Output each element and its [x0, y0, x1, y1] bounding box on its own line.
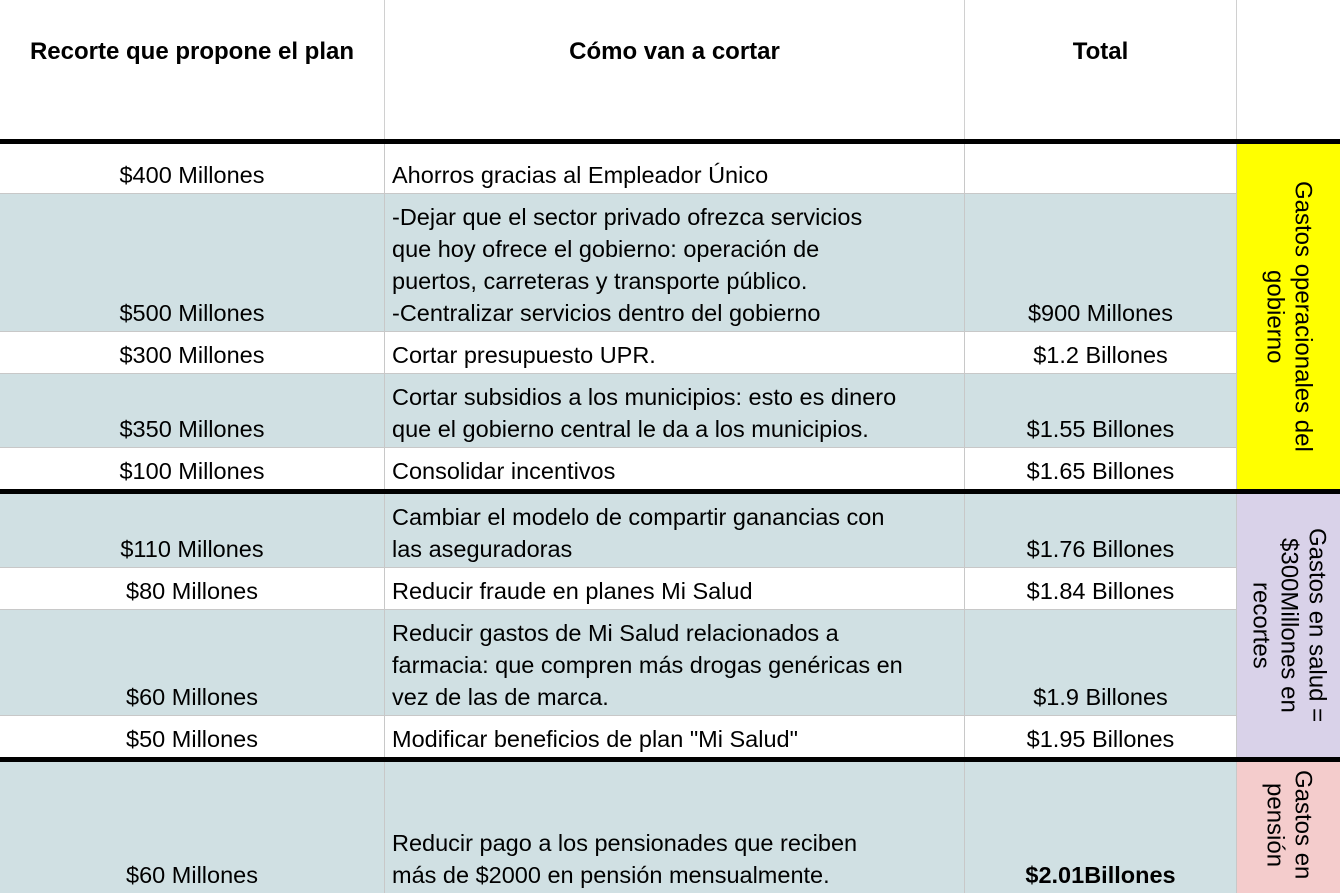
category-cell-pension[interactable]: [1237, 762, 1340, 893]
category-cell-operations[interactable]: [1237, 144, 1340, 489]
table-row: [0, 494, 1237, 567]
row-divider: [0, 609, 1237, 610]
total-cell[interactable]: $1.9 Billones: [965, 610, 1237, 715]
total-cell[interactable]: $1.76 Billones: [965, 494, 1237, 567]
how-cell[interactable]: Cambiar el modelo de compartir ganancias con las aseguradoras: [385, 494, 965, 567]
table-row: [0, 610, 1237, 715]
how-cell[interactable]: Reducir gastos de Mi Salud relacionados a farmacia: que compren más drogas genéricas en vez de las de marca.: [385, 610, 965, 715]
cut-cell[interactable]: $80 Millones: [0, 568, 385, 609]
cut-cell[interactable]: $110 Millones: [0, 494, 385, 567]
header-category[interactable]: [1237, 0, 1340, 140]
cut-cell[interactable]: $100 Millones: [0, 448, 385, 489]
header-cut[interactable]: [0, 0, 385, 140]
table-row: [0, 332, 1237, 373]
table-row: [0, 144, 1237, 193]
total-cell[interactable]: $1.84 Billones: [965, 568, 1237, 609]
table-row: [0, 568, 1237, 609]
header-how-label: Cómo van a cortar: [569, 38, 780, 65]
cut-cell[interactable]: $500 Millones: [0, 194, 385, 331]
total-cell[interactable]: $1.95 Billones: [965, 716, 1237, 757]
how-cell[interactable]: -Dejar que el sector privado ofrezca servicios que hoy ofrece el gobierno: operación de puertos, carreteras y transporte público. -Centralizar servicios dentro del gobierno: [385, 194, 965, 331]
cut-cell[interactable]: $50 Millones: [0, 716, 385, 757]
header-how[interactable]: [385, 0, 965, 140]
how-cell[interactable]: Cortar presupuesto UPR.: [385, 332, 965, 373]
row-divider: [0, 193, 1237, 194]
how-cell[interactable]: Reducir fraude en planes Mi Salud: [385, 568, 965, 609]
category-cell-health[interactable]: [1237, 494, 1340, 757]
table-row: [0, 374, 1237, 447]
header-divider: [0, 139, 1340, 144]
row-divider: [0, 715, 1237, 716]
section-divider: [0, 489, 1340, 494]
total-cell[interactable]: $1.55 Billones: [965, 374, 1237, 447]
cut-cell[interactable]: $60 Millones: [0, 610, 385, 715]
how-cell[interactable]: Ahorros gracias al Empleador Único: [385, 144, 965, 193]
cut-cell[interactable]: $400 Millones: [0, 144, 385, 193]
cut-cell[interactable]: $300 Millones: [0, 332, 385, 373]
total-cell[interactable]: $1.2 Billones: [965, 332, 1237, 373]
category-label: Gastos en pensión: [1261, 770, 1317, 880]
header-total[interactable]: [965, 0, 1237, 140]
table-row: [0, 716, 1237, 757]
row-divider: [0, 373, 1237, 374]
category-label: Gastos operacionales del gobierno: [1261, 181, 1317, 452]
how-cell[interactable]: Cortar subsidios a los municipios: esto es dinero que el gobierno central le da a los municipios.: [385, 374, 965, 447]
total-cell[interactable]: $2.01Billones: [965, 762, 1237, 893]
total-cell[interactable]: $1.65 Billones: [965, 448, 1237, 489]
how-cell[interactable]: Modificar beneficios de plan "Mi Salud": [385, 716, 965, 757]
row-divider: [0, 567, 1237, 568]
cut-cell[interactable]: $60 Millones: [0, 762, 385, 893]
row-divider: [0, 447, 1237, 448]
header-cut-label: Recorte que propone el plan: [29, 38, 355, 65]
table-row: [0, 448, 1237, 489]
table-row: [0, 762, 1237, 893]
total-cell[interactable]: [965, 144, 1237, 193]
how-cell[interactable]: Reducir pago a los pensionades que reciben más de $2000 en pensión mensualmente.: [385, 762, 965, 893]
section-divider: [0, 757, 1340, 762]
cut-cell[interactable]: $350 Millones: [0, 374, 385, 447]
how-cell[interactable]: Consolidar incentivos: [385, 448, 965, 489]
total-cell[interactable]: $900 Millones: [965, 194, 1237, 331]
category-label: Gastos en salud = $300Millones en recortes: [1247, 528, 1331, 723]
header-total-label: Total: [1072, 38, 1129, 65]
row-divider: [0, 331, 1237, 332]
table-row: [0, 194, 1237, 331]
